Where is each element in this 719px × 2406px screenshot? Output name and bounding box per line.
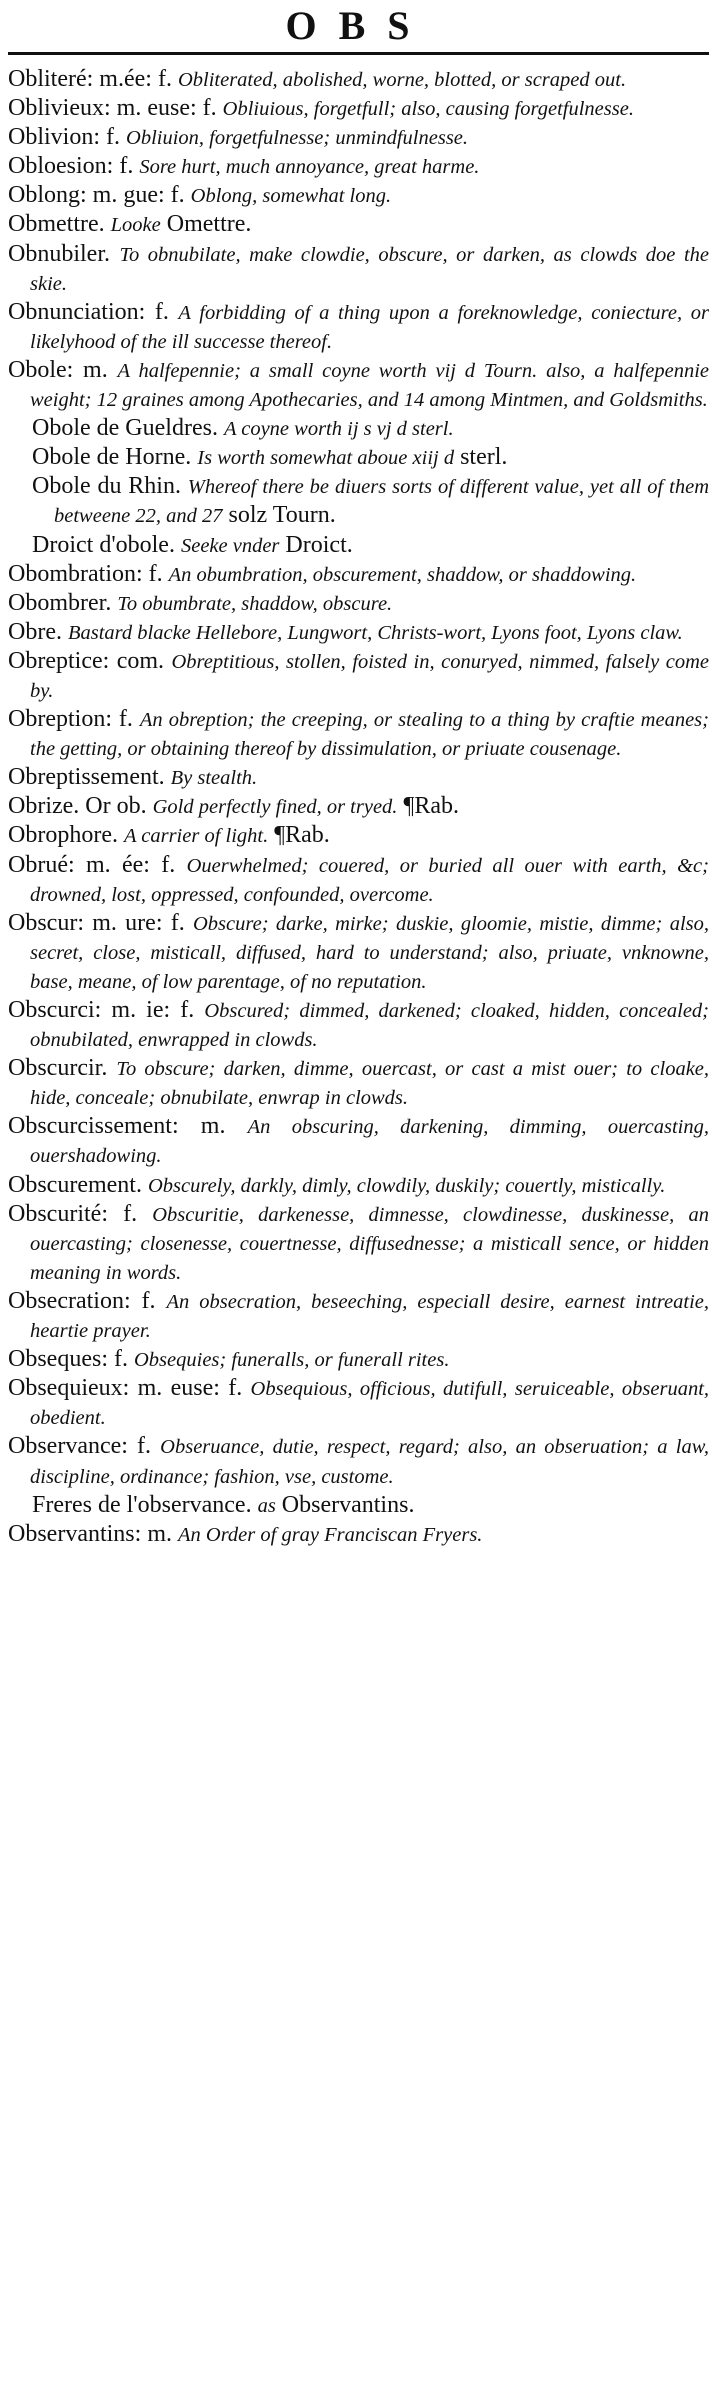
grammar-note: . [158,764,165,791]
headword: Obliteré [8,66,87,92]
grammar-note: . [174,473,181,500]
definition: Obsequies; funeralls, or funerall rites. [134,1349,450,1372]
dictionary-entry [8,618,709,647]
grammar-note: . [111,822,118,849]
dictionary-entry [8,65,709,94]
grammar-note: : f. [105,706,133,733]
sub-entry [8,1491,709,1520]
dictionary-entry [8,152,709,181]
definition: Obseruance, dutie, respect, regard; also, an obseruation; a law, discipline, ordinance; fashion, vse, custome. [30,1436,709,1488]
definition: An obreption; the creeping, or stealing to a thing by craftie meanes; the getting, or obtaining thereof by dissimulation, or priuate cousenage. [30,709,709,761]
grammar-note: : com. [102,647,165,674]
definition: An Order of gray Franciscan Fryers. [178,1523,483,1546]
definition: An obsecration, beseeching, especiall desire, earnest intreatie, heartie prayer. [30,1290,709,1343]
headword: Obrize [8,793,74,820]
dictionary-entry [8,123,709,152]
definition: as [257,1494,276,1517]
headword: Obreptice [8,647,103,674]
headword: Obscurcissement [8,1113,172,1140]
grammar-note: . [105,589,112,616]
grammar-note: . [135,1171,142,1198]
headword: Obrué [8,851,68,878]
cross-reference: ¶Rab. [397,793,459,820]
definition: To obscure; darken, dimme, ouercast, or cast a mist ouer; to cloake, hide, conceale; obnubilate, enwrap in clowds. [30,1058,710,1110]
grammar-note: . [104,240,110,267]
dictionary-entry [8,1054,709,1112]
cross-reference: ¶Rab. [268,822,330,849]
definition: Ouerwhelmed; couered, or buried all ouer with earth, &c; drowned, lost, oppressed, confounded, overcome. [30,854,709,906]
headword: Oblivion [8,124,94,151]
headword: Obombrer [8,589,106,616]
headword: Observance [8,1433,122,1460]
definition: Is worth somewhat aboue xiij d [197,447,455,470]
dictionary-entry [8,1432,709,1490]
definition: An obumbration, obscurement, shaddow, or shaddowing. [168,563,637,586]
headword: Obsequieux [8,1375,123,1402]
grammar-note: : f. [123,1287,156,1314]
dictionary-entry [8,647,709,705]
dictionary-entry [8,298,709,356]
headword: Obsecration [8,1287,124,1314]
headword: Oblong [8,182,80,209]
dictionary-entry [8,851,709,909]
definition: Obscure; darke, mirke; duskie, gloomie, mistie, dimme; also, secret, close, misticall, diffused, hard to understand; also, priuate, vnknowne, base, meane, of low parentage, of no reputation. [30,912,710,993]
grammar-note: : m. [171,1113,226,1140]
definition: Seeke vnder [180,534,280,557]
grammar-note: : m. euse: f. [104,95,217,122]
dictionary-entry [8,560,709,589]
definition: Oblong, somewhat long. [190,185,392,208]
headword: Observantins [8,1520,135,1547]
headword: Obscurement [8,1171,136,1198]
dictionary-entry [8,1287,709,1345]
sub-entry [8,414,709,443]
dictionary-entry [8,1374,709,1432]
dictionary-entry [8,1345,709,1374]
headword: Obole [8,356,67,383]
dictionary-entry [8,821,709,850]
definition: By stealth. [170,767,258,790]
headword: Obscurité [8,1200,102,1227]
grammar-note: : m. [66,356,108,383]
header-rule [8,52,709,55]
cross-reference: Omettre. [160,211,252,238]
headword: Obscur [8,909,78,936]
definition: To obnubilate, make clowdie, obscure, or darken, as clowds doe the skie. [30,243,710,295]
grammar-note: : m. ure: f. [77,909,185,936]
dictionary-entry [8,94,709,123]
headword: Obscurcir [8,1055,102,1082]
headword: Obrophore [8,822,112,849]
grammar-note: : m.ée: f. [86,66,172,92]
definition: Obliuious, forgetfull; also, causing forgetfulnesse. [222,98,634,121]
grammar-note: . [211,415,218,442]
headword: Freres de l'observance [32,1491,246,1518]
dictionary-entry [8,763,709,792]
definition: Gold perfectly fined, or tryed. [152,796,398,819]
grammar-note: : m. euse: f. [122,1375,243,1402]
headword: Obnunciation [8,298,139,325]
grammar-note: . [168,531,175,558]
grammar-note: : m. ée: f. [67,851,176,878]
dictionary-entry [8,1112,709,1170]
grammar-note: : f. [101,1200,138,1227]
dictionary-entry [8,210,709,239]
definition: A coyne worth ij s vj d sterl. [223,418,454,441]
cross-reference: sterl. [454,444,508,471]
headword: Obole du Rhin [32,473,175,500]
grammar-note: . [245,1491,252,1518]
headword: Obole de Gueldres [32,415,212,442]
dictionary-entry [8,240,709,298]
entry-list [8,65,709,1549]
dictionary-entry [8,996,709,1054]
definition: A carrier of light. [123,825,269,848]
definition: Obscuritie, darkenesse, dimnesse, clowdinesse, duskinesse, an ouercasting; closenesse, couertnesse, diffusednesse; a misticall sence, or hidden meaning in words. [30,1203,709,1284]
page-header [8,0,709,52]
grammar-note: . [55,618,62,645]
headword: Droict d'obole [32,531,169,558]
grammar-note: : f. [121,1433,152,1460]
dictionary-entry [8,1171,709,1200]
grammar-note: : f. [101,1346,128,1373]
dictionary-entry [8,909,709,996]
grammar-note: : f. [106,153,134,180]
grammar-note: . Or ob. [73,793,147,820]
definition: A forbidding of a thing upon a foreknowledge, coniecture, or likelyhood of the ill successe thereof. [30,301,709,353]
definition: Obscurely, darkly, dimly, clowdily, duskily; couertly, mistically. [147,1174,666,1197]
definition: An obscuring, darkening, dimming, ouercasting, ouershadowing. [30,1116,709,1168]
grammar-note: . [185,444,192,471]
headword: Obreptissement [8,764,159,791]
headword: Obmettre [8,211,99,238]
definition: Sore hurt, much annoyance, great harme. [139,156,480,179]
definition: Obsequious, officious, dutifull, seruiceable, obseruant, obedient. [30,1378,710,1430]
headword: Obseques [8,1346,102,1373]
definition: Bastard blacke Hellebore, Lungwort, Christs-wort, Lyons foot, Lyons claw. [67,621,683,644]
cross-reference: solz Tourn. [222,502,336,529]
cross-reference: Observantins. [275,1491,415,1518]
headword: Obnubiler [8,240,104,267]
definition: Looke [110,214,161,237]
dictionary-entry [8,1520,709,1549]
definition: A halfepennie; a small coyne worth vij d Tourn. also, a halfepennie weight; 12 graines among Apothecaries, and 14 among Mintmen, and Goldsmiths. [30,359,709,412]
grammar-note: : m. ie: f. [94,997,195,1023]
definition: Obliterated, abolished, worne, blotted, or scraped out. [177,69,627,91]
cross-reference: Droict. [279,531,353,558]
sub-entry [8,531,709,560]
definition: Obliuion, forgetfulnesse; unmindfulnesse. [126,127,469,150]
grammar-note: : f. [93,124,121,151]
grammar-note: : f. [135,560,163,587]
headword: Obscurci [8,997,95,1023]
grammar-note: . [101,1055,108,1082]
headword: Obre [8,618,56,645]
headword: Obloesion [8,153,107,180]
sub-entry [8,472,709,530]
headword: Obombration [8,560,136,587]
definition: To obumbrate, shaddow, obscure. [117,592,393,615]
grammar-note: : m. gue: f. [80,182,185,209]
dictionary-entry [8,181,709,210]
grammar-note: : f. [138,298,169,325]
grammar-note: : m. [134,1520,172,1547]
definition: Obreptitious, stollen, foisted in, conuryed, nimmed, falsely come by. [30,650,709,702]
headword: Obole de Horne [32,444,186,471]
grammar-note: . [98,211,105,238]
definition: Whereof there be diuers sorts of different value, yet all of them betweene 22, and 27 [54,476,710,528]
sub-entry [8,443,709,472]
headword: Oblivieux [8,95,104,122]
dictionary-entry [8,589,709,618]
dictionary-entry [8,1200,709,1287]
dictionary-entry [8,356,709,414]
headword: Obreption [8,706,106,733]
page-title: OBS [285,3,432,48]
dictionary-entry [8,705,709,763]
definition: Obscured; dimmed, darkened; cloaked, hidden, concealed; obnubilated, enwrapped in clowds. [30,1000,710,1052]
dictionary-entry [8,792,709,821]
